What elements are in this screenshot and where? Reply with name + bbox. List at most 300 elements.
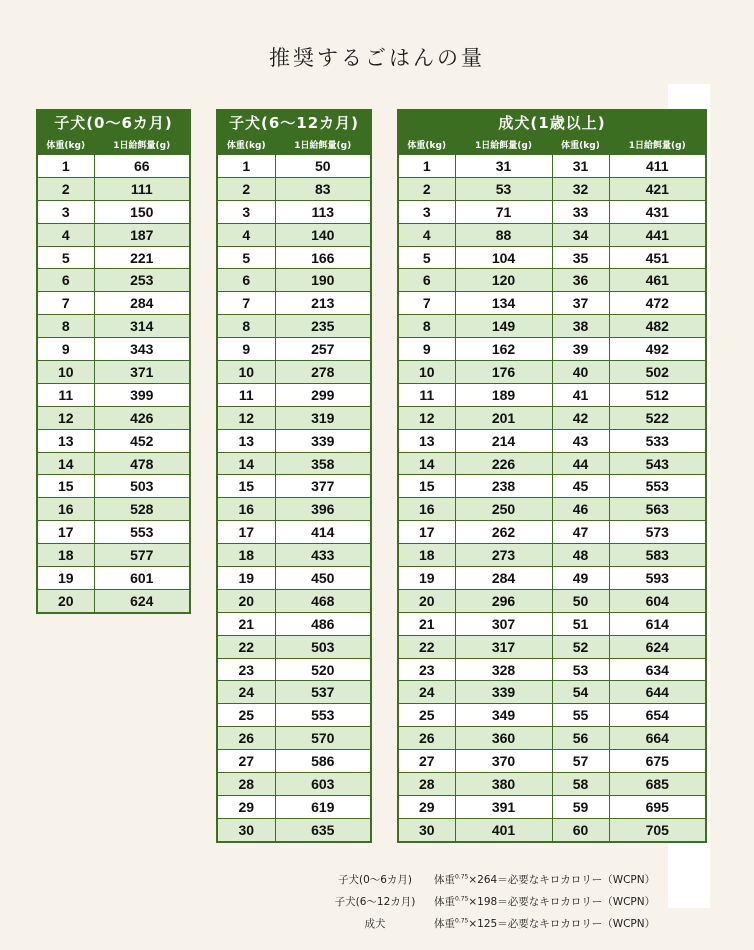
- weight-cell: 15: [37, 475, 94, 498]
- table-row: [217, 773, 371, 796]
- weight-cell: 5: [37, 246, 94, 269]
- weight-cell: 21: [217, 612, 275, 635]
- amount-cell: 492: [609, 338, 706, 361]
- table-row: [398, 292, 706, 315]
- table-row: [398, 269, 706, 292]
- weight-cell: 25: [398, 704, 455, 727]
- amount-cell: 624: [609, 635, 706, 658]
- col-amount-header: 1日給餌量(g): [94, 135, 190, 155]
- amount-cell: 664: [609, 727, 706, 750]
- amount-cell: 586: [275, 750, 371, 773]
- amount-cell: 399: [94, 383, 190, 406]
- amount-cell: 601: [94, 567, 190, 590]
- puppy-6-12-table: [216, 109, 372, 843]
- weight-cell: 11: [217, 383, 275, 406]
- weight-cell: 7: [37, 292, 94, 315]
- weight-cell: 25: [217, 704, 275, 727]
- amount-cell: 380: [455, 773, 552, 796]
- weight-cell: 1: [398, 155, 455, 178]
- weight-cell: 16: [37, 498, 94, 521]
- weight-cell: 26: [217, 727, 275, 750]
- amount-cell: 431: [609, 200, 706, 223]
- amount-cell: 503: [275, 635, 371, 658]
- amount-cell: 461: [609, 269, 706, 292]
- col-amount-header: 1日給餌量(g): [275, 135, 371, 155]
- weight-cell: 32: [552, 177, 609, 200]
- amount-cell: 533: [609, 429, 706, 452]
- weight-cell: 6: [398, 269, 455, 292]
- table-row: [398, 727, 706, 750]
- weight-cell: 8: [37, 315, 94, 338]
- weight-cell: 30: [217, 818, 275, 841]
- weight-cell: 29: [398, 795, 455, 818]
- table-row: [398, 567, 706, 590]
- amount-cell: 619: [275, 795, 371, 818]
- table-row: [398, 635, 706, 658]
- weight-cell: 18: [217, 544, 275, 567]
- table-title: 子犬(6〜12カ月): [217, 110, 371, 135]
- table-row: [398, 429, 706, 452]
- table-row: [398, 338, 706, 361]
- table-row: [217, 727, 371, 750]
- table-row: [217, 269, 371, 292]
- weight-cell: 54: [552, 681, 609, 704]
- table-row: [398, 475, 706, 498]
- table-row: [37, 155, 190, 178]
- amount-cell: 603: [275, 773, 371, 796]
- col-amount-header: 1日給餌量(g): [455, 135, 552, 155]
- weight-cell: 19: [217, 567, 275, 590]
- weight-cell: 59: [552, 795, 609, 818]
- amount-cell: 377: [275, 475, 371, 498]
- weight-cell: 18: [398, 544, 455, 567]
- amount-cell: 296: [455, 589, 552, 612]
- amount-cell: 522: [609, 406, 706, 429]
- table-row: [37, 498, 190, 521]
- weight-cell: 4: [398, 223, 455, 246]
- weight-cell: 10: [37, 361, 94, 384]
- amount-cell: 695: [609, 795, 706, 818]
- table-row: [217, 795, 371, 818]
- weight-cell: 18: [37, 544, 94, 567]
- note-row: [316, 912, 716, 934]
- amount-cell: 53: [455, 177, 552, 200]
- weight-cell: 24: [217, 681, 275, 704]
- weight-cell: 36: [552, 269, 609, 292]
- weight-cell: 14: [217, 452, 275, 475]
- table-row: [398, 177, 706, 200]
- amount-cell: 273: [455, 544, 552, 567]
- weight-cell: 24: [398, 681, 455, 704]
- table-row: [217, 315, 371, 338]
- weight-cell: 9: [398, 338, 455, 361]
- amount-cell: 685: [609, 773, 706, 796]
- table-row: [398, 406, 706, 429]
- weight-cell: 57: [552, 750, 609, 773]
- amount-cell: 284: [94, 292, 190, 315]
- table-row: [37, 223, 190, 246]
- note-row: [316, 868, 716, 890]
- table-row: [217, 246, 371, 269]
- weight-cell: 9: [217, 338, 275, 361]
- amount-cell: 396: [275, 498, 371, 521]
- table-row: [217, 177, 371, 200]
- amount-cell: 705: [609, 818, 706, 841]
- weight-cell: 2: [398, 177, 455, 200]
- note-label: 子犬(0〜6カ月): [337, 873, 413, 886]
- amount-cell: 88: [455, 223, 552, 246]
- weight-cell: 10: [217, 361, 275, 384]
- weight-cell: 20: [398, 589, 455, 612]
- table-row: [217, 223, 371, 246]
- amount-cell: 284: [455, 567, 552, 590]
- weight-cell: 16: [398, 498, 455, 521]
- amount-cell: 482: [609, 315, 706, 338]
- table-row: [217, 452, 371, 475]
- weight-cell: 13: [37, 429, 94, 452]
- weight-cell: 4: [37, 223, 94, 246]
- weight-cell: 30: [398, 818, 455, 841]
- amount-cell: 66: [94, 155, 190, 178]
- table-row: [217, 383, 371, 406]
- amount-cell: 634: [609, 658, 706, 681]
- weight-cell: 4: [217, 223, 275, 246]
- weight-cell: 12: [217, 406, 275, 429]
- puppy-0-6-table: [36, 109, 191, 614]
- amount-cell: 213: [275, 292, 371, 315]
- weight-cell: 19: [398, 567, 455, 590]
- amount-cell: 593: [609, 567, 706, 590]
- weight-cell: 12: [398, 406, 455, 429]
- amount-cell: 190: [275, 269, 371, 292]
- amount-cell: 472: [609, 292, 706, 315]
- table-row: [217, 818, 371, 841]
- weight-cell: 41: [552, 383, 609, 406]
- amount-cell: 250: [455, 498, 552, 521]
- amount-cell: 166: [275, 246, 371, 269]
- table-row: [217, 475, 371, 498]
- table-row: [37, 269, 190, 292]
- weight-cell: 35: [552, 246, 609, 269]
- amount-cell: 339: [455, 681, 552, 704]
- amount-cell: 328: [455, 658, 552, 681]
- weight-cell: 10: [398, 361, 455, 384]
- amount-cell: 111: [94, 177, 190, 200]
- amount-cell: 201: [455, 406, 552, 429]
- weight-cell: 44: [552, 452, 609, 475]
- table-row: [398, 315, 706, 338]
- amount-cell: 307: [455, 612, 552, 635]
- amount-cell: 149: [455, 315, 552, 338]
- weight-cell: 23: [217, 658, 275, 681]
- table-row: [37, 475, 190, 498]
- amount-cell: 520: [275, 658, 371, 681]
- col-weight-header: 体重(kg): [217, 135, 275, 155]
- amount-cell: 358: [275, 452, 371, 475]
- amount-cell: 140: [275, 223, 371, 246]
- amount-cell: 339: [275, 429, 371, 452]
- weight-cell: 13: [398, 429, 455, 452]
- amount-cell: 486: [275, 612, 371, 635]
- table-row: [37, 429, 190, 452]
- amount-cell: 314: [94, 315, 190, 338]
- note-formula: 体重$^{0.75}$×125＝必要なキロカロリー（WCPN）: [434, 917, 656, 930]
- table-row: [37, 246, 190, 269]
- amount-cell: 71: [455, 200, 552, 223]
- amount-cell: 150: [94, 200, 190, 223]
- note-formula: 体重$^{0.75}$×264＝必要なキロカロリー（WCPN）: [434, 873, 656, 886]
- amount-cell: 573: [609, 521, 706, 544]
- table-row: [398, 589, 706, 612]
- amount-cell: 262: [455, 521, 552, 544]
- amount-cell: 238: [455, 475, 552, 498]
- weight-cell: 3: [398, 200, 455, 223]
- weight-cell: 60: [552, 818, 609, 841]
- weight-cell: 28: [217, 773, 275, 796]
- weight-cell: 3: [37, 200, 94, 223]
- weight-cell: 1: [37, 155, 94, 178]
- amount-cell: 570: [275, 727, 371, 750]
- table-row: [217, 544, 371, 567]
- weight-cell: 6: [37, 269, 94, 292]
- weight-cell: 17: [398, 521, 455, 544]
- table-row: [217, 200, 371, 223]
- amount-cell: 253: [94, 269, 190, 292]
- weight-cell: 13: [217, 429, 275, 452]
- amount-cell: 360: [455, 727, 552, 750]
- weight-cell: 2: [37, 177, 94, 200]
- table-row: [217, 155, 371, 178]
- amount-cell: 120: [455, 269, 552, 292]
- weight-cell: 8: [398, 315, 455, 338]
- weight-cell: 39: [552, 338, 609, 361]
- table-row: [217, 589, 371, 612]
- amount-cell: 468: [275, 589, 371, 612]
- amount-cell: 624: [94, 589, 190, 612]
- table-row: [37, 383, 190, 406]
- formula-notes: [316, 868, 716, 934]
- note-label: 子犬(6〜12カ月): [334, 895, 416, 908]
- table-row: [398, 612, 706, 635]
- table-row: [398, 200, 706, 223]
- amount-cell: 502: [609, 361, 706, 384]
- weight-cell: 8: [217, 315, 275, 338]
- amount-cell: 614: [609, 612, 706, 635]
- amount-cell: 189: [455, 383, 552, 406]
- amount-cell: 563: [609, 498, 706, 521]
- weight-cell: 22: [398, 635, 455, 658]
- col-weight-header: 体重(kg): [37, 135, 94, 155]
- amount-cell: 401: [455, 818, 552, 841]
- amount-cell: 343: [94, 338, 190, 361]
- table-row: [217, 612, 371, 635]
- amount-cell: 235: [275, 315, 371, 338]
- table-row: [217, 498, 371, 521]
- weight-cell: 37: [552, 292, 609, 315]
- weight-cell: 46: [552, 498, 609, 521]
- table-row: [398, 155, 706, 178]
- table-row: [217, 292, 371, 315]
- amount-cell: 553: [94, 521, 190, 544]
- weight-cell: 7: [398, 292, 455, 315]
- amount-cell: 50: [275, 155, 371, 178]
- amount-cell: 104: [455, 246, 552, 269]
- weight-cell: 20: [37, 589, 94, 612]
- table-title: 成犬(1歳以上): [398, 110, 706, 135]
- table-row: [398, 750, 706, 773]
- table-row: [217, 338, 371, 361]
- table-row: [398, 658, 706, 681]
- amount-cell: 317: [455, 635, 552, 658]
- weight-cell: 5: [398, 246, 455, 269]
- amount-cell: 503: [94, 475, 190, 498]
- table-row: [398, 818, 706, 841]
- amount-cell: 319: [275, 406, 371, 429]
- table-row: [37, 521, 190, 544]
- amount-cell: 450: [275, 567, 371, 590]
- table-row: [37, 177, 190, 200]
- table-row: [398, 773, 706, 796]
- amount-cell: 349: [455, 704, 552, 727]
- weight-cell: 22: [217, 635, 275, 658]
- table-row: [398, 795, 706, 818]
- weight-cell: 34: [552, 223, 609, 246]
- table-row: [37, 200, 190, 223]
- weight-cell: 17: [37, 521, 94, 544]
- col-weight-header: 体重(kg): [552, 135, 609, 155]
- weight-cell: 48: [552, 544, 609, 567]
- table-row: [398, 246, 706, 269]
- weight-cell: 55: [552, 704, 609, 727]
- table-row: [398, 383, 706, 406]
- weight-cell: 7: [217, 292, 275, 315]
- weight-cell: 19: [37, 567, 94, 590]
- amount-cell: 583: [609, 544, 706, 567]
- weight-cell: 2: [217, 177, 275, 200]
- weight-cell: 43: [552, 429, 609, 452]
- col-amount-header: 1日給餌量(g): [609, 135, 706, 155]
- amount-cell: 221: [94, 246, 190, 269]
- table-row: [37, 544, 190, 567]
- amount-cell: 299: [275, 383, 371, 406]
- amount-cell: 257: [275, 338, 371, 361]
- weight-cell: 29: [217, 795, 275, 818]
- amount-cell: 512: [609, 383, 706, 406]
- amount-cell: 543: [609, 452, 706, 475]
- table-row: [37, 589, 190, 612]
- amount-cell: 226: [455, 452, 552, 475]
- table-row: [398, 452, 706, 475]
- amount-cell: 452: [94, 429, 190, 452]
- table-title: 子犬(0〜6カ月): [37, 110, 190, 135]
- weight-cell: 40: [552, 361, 609, 384]
- weight-cell: 27: [217, 750, 275, 773]
- amount-cell: 537: [275, 681, 371, 704]
- amount-cell: 451: [609, 246, 706, 269]
- amount-cell: 441: [609, 223, 706, 246]
- weight-cell: 45: [552, 475, 609, 498]
- amount-cell: 113: [275, 200, 371, 223]
- weight-cell: 42: [552, 406, 609, 429]
- weight-cell: 28: [398, 773, 455, 796]
- amount-cell: 553: [609, 475, 706, 498]
- weight-cell: 52: [552, 635, 609, 658]
- table-row: [398, 498, 706, 521]
- table-row: [398, 681, 706, 704]
- amount-cell: 426: [94, 406, 190, 429]
- adult-table: [397, 109, 707, 843]
- amount-cell: 411: [609, 155, 706, 178]
- table-row: [217, 750, 371, 773]
- table-row: [217, 704, 371, 727]
- table-row: [37, 406, 190, 429]
- weight-cell: 56: [552, 727, 609, 750]
- table-row: [37, 452, 190, 475]
- weight-cell: 51: [552, 612, 609, 635]
- weight-cell: 58: [552, 773, 609, 796]
- table-row: [217, 681, 371, 704]
- table-row: [217, 361, 371, 384]
- weight-cell: 11: [37, 383, 94, 406]
- weight-cell: 16: [217, 498, 275, 521]
- weight-cell: 14: [37, 452, 94, 475]
- table-row: [217, 406, 371, 429]
- weight-cell: 12: [37, 406, 94, 429]
- weight-cell: 17: [217, 521, 275, 544]
- note-label: 成犬: [364, 917, 386, 930]
- table-row: [37, 292, 190, 315]
- amount-cell: 577: [94, 544, 190, 567]
- weight-cell: 38: [552, 315, 609, 338]
- table-row: [398, 521, 706, 544]
- amount-cell: 31: [455, 155, 552, 178]
- table-row: [398, 223, 706, 246]
- weight-cell: 49: [552, 567, 609, 590]
- table-row: [398, 361, 706, 384]
- table-row: [37, 361, 190, 384]
- weight-cell: 9: [37, 338, 94, 361]
- amount-cell: 176: [455, 361, 552, 384]
- weight-cell: 15: [217, 475, 275, 498]
- table-row: [217, 521, 371, 544]
- weight-cell: 23: [398, 658, 455, 681]
- amount-cell: 162: [455, 338, 552, 361]
- amount-cell: 370: [455, 750, 552, 773]
- amount-cell: 278: [275, 361, 371, 384]
- amount-cell: 371: [94, 361, 190, 384]
- amount-cell: 83: [275, 177, 371, 200]
- amount-cell: 134: [455, 292, 552, 315]
- weight-cell: 53: [552, 658, 609, 681]
- table-row: [217, 429, 371, 452]
- weight-cell: 21: [398, 612, 455, 635]
- page-title: 推奨するごはんの量: [269, 46, 485, 70]
- table-row: [37, 315, 190, 338]
- amount-cell: 553: [275, 704, 371, 727]
- weight-cell: 47: [552, 521, 609, 544]
- table-row: [37, 567, 190, 590]
- note-row: [316, 890, 716, 912]
- amount-cell: 391: [455, 795, 552, 818]
- weight-cell: 33: [552, 200, 609, 223]
- weight-cell: 15: [398, 475, 455, 498]
- weight-cell: 5: [217, 246, 275, 269]
- amount-cell: 214: [455, 429, 552, 452]
- amount-cell: 675: [609, 750, 706, 773]
- note-formula: 体重$^{0.75}$×198＝必要なキロカロリー（WCPN）: [434, 895, 656, 908]
- amount-cell: 635: [275, 818, 371, 841]
- table-row: [217, 567, 371, 590]
